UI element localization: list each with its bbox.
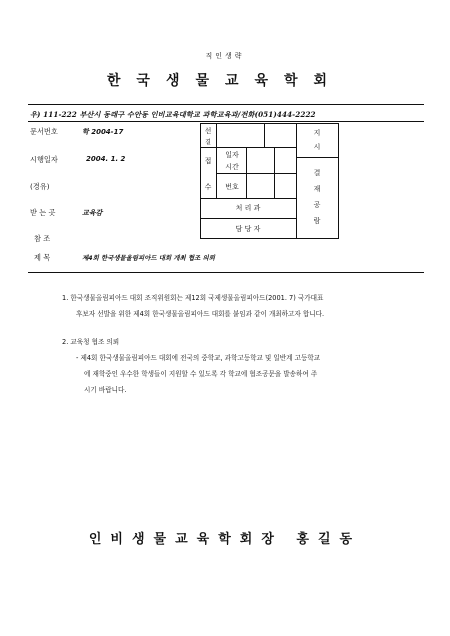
recipient-value: 교육감 — [82, 209, 103, 217]
box-line — [216, 173, 296, 174]
ji-label: 지 — [313, 129, 321, 137]
gyeoljae-gongram-1: 재 — [313, 185, 321, 193]
body-p2-line1: - 제4회 한국생물올림피아드 대회에 전국의 중학교, 과학고등학교 및 일반계 고등학교 — [76, 354, 321, 362]
box-line — [200, 218, 296, 219]
date-label: 시행일자 — [30, 155, 58, 164]
body-p2-title: 2. 교육청 협조 의뢰 — [62, 338, 120, 346]
gyeoljae-gongram-2: 공 — [313, 201, 321, 209]
body-p2-line2: 에 재학중인 우수한 학생들이 지원할 수 있도록 각 학교에 협조공문을 발송하여 주 — [84, 370, 318, 378]
address-rule — [28, 121, 424, 122]
date-cell-label: 일자 — [225, 151, 239, 159]
gyeol-label: 결 — [205, 139, 211, 146]
doc-no-value: 학 2004-17 — [82, 128, 124, 136]
jeop-label: 접 — [204, 157, 212, 165]
doc-no-label: 문서번호 — [30, 127, 58, 136]
org-name: 한국생물교육학회 — [106, 73, 344, 89]
body-p1-line2: 후보자 선발을 위한 제4회 한국생물올림피아드 대회를 붙임과 같이 개최하고자 합니다. — [76, 310, 325, 318]
subject-label: 제 목 — [34, 253, 51, 262]
body-p1-line1: 1. 한국생물올림피아드 대회 조직위원회는 제12회 국제생물올림피아드(2001. 7) 국가대표 — [62, 294, 324, 302]
box-line — [296, 157, 339, 158]
gyeoljae-gongram-3: 람 — [313, 217, 321, 225]
si-label: 시 — [313, 143, 321, 151]
seon-label: 선 — [204, 127, 212, 135]
gyeoljae-gongram-0: 결 — [313, 169, 321, 177]
processing-dept-label: 처 리 과 — [235, 204, 261, 212]
box-line — [296, 123, 297, 239]
reference-label: 참 조 — [34, 234, 51, 243]
su-label: 수 — [204, 183, 212, 191]
signature: 인비생물교육학회장 홍길동 — [88, 532, 362, 547]
body-p2-line3: 시기 바랍니다. — [84, 386, 127, 394]
box-line — [216, 123, 217, 198]
subject-rule — [28, 272, 424, 273]
via-label: (경유) — [30, 182, 50, 191]
recipient-label: 받 는 곳 — [30, 208, 56, 217]
number-cell-label: 번호 — [225, 183, 239, 191]
address-line: 우) 111-222 부산시 동래구 수안동 인비교육대학교 과학교육과/전화(051)444-2222 — [30, 110, 316, 119]
subject-value: 제4회 한국생물올림피아드 대회 개최 협조 의뢰 — [82, 254, 215, 262]
top-rule — [28, 104, 424, 105]
box-line — [200, 198, 296, 199]
box-line — [200, 147, 296, 148]
time-cell-label: 시간 — [225, 163, 239, 171]
box-line — [264, 123, 265, 147]
date-value: 2004. 1. 2 — [86, 155, 126, 163]
motto: 직인생략 — [205, 52, 245, 60]
person-in-charge-label: 담 당 자 — [235, 225, 261, 233]
